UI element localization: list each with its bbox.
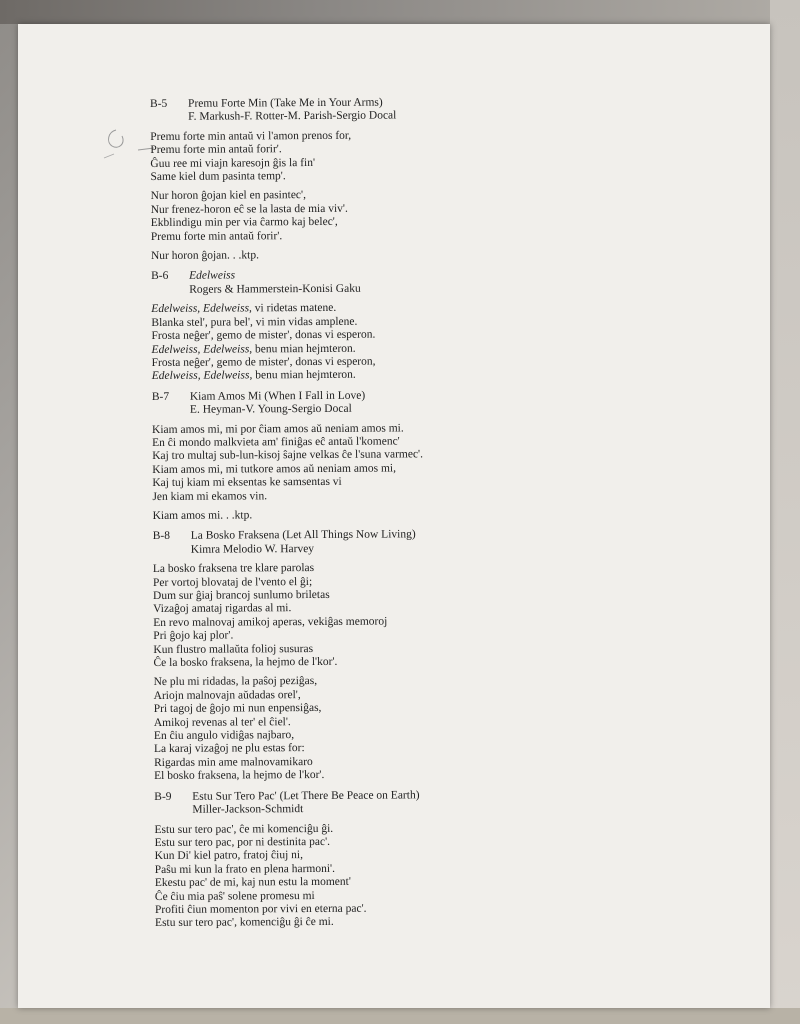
song-block [153,527,715,784]
lyric-line: Edelweiss, Edelweiss, benu mian hejmteron. [151,342,356,356]
song-number: B-5 [150,97,168,110]
lyric-line: Kiam amos mi. . .ktp. [152,509,253,522]
lyric-line: Edelweiss, Edelweiss, vi ridetas matene. [151,302,337,316]
stanza [151,247,711,264]
background-top [0,0,800,24]
lyric-line: Premu forte min antaŭ forir'. [150,229,283,243]
lyric-line: En revo malnovaj amikoj aperas, vekiĝas memoroj [153,615,388,629]
song-credit: Rogers & Hammerstein-Konisi Gaku [189,282,361,296]
lyric-line: Paŝu mi kun la frato en plena harmoni'. [154,862,336,876]
song-number: B-7 [151,390,170,403]
lyric-line: Edelweiss, Edelweiss, benu mian hejmteron. [151,369,356,383]
lyric-line: Kun Di' kiel patro, fratoj ĉiuj ni, [154,849,304,863]
stanza [152,420,712,504]
lyric-line: En ĉi mondo malkvieta am' finiĝas eĉ antaŭ l'komenc' [152,435,400,449]
lyric-line: Estu sur tero pac', ĉe mi komenciĝu ĝi. [154,822,334,836]
lyric-line: Jen kiam mi ekamos vin. [152,489,268,503]
song-block [151,267,712,384]
lyric-line: Nur horon ĝojan kiel en pasintec', [150,189,307,203]
stanza [153,560,714,671]
lyric-line: Profiti ĉiun momenton por vivi en eterna pac'. [154,902,367,916]
lyric-line: Kaj tro multaj sub-lun-kisoj ŝajne velkas ĉe l'suna varmec'. [152,448,424,463]
song-title: Estu Sur Tero Pac' (Let There Be Peace on Earth) [192,789,420,803]
song-title: La Bosko Fraksena (Let All Things Now Living) [190,528,416,543]
lyric-line: Rigardas min ame malnovamikaro [154,755,313,769]
song-credit: F. Markush-F. Rotter-M. Parish-Sergio Docal [188,109,397,124]
lyric-line: Blanka stel', pura bel', vi min vidas amplene. [151,315,358,329]
song-block [154,787,715,930]
stanza [154,820,715,931]
song-block [150,95,711,264]
song-number: B-8 [152,530,170,543]
stanza [154,673,715,784]
lyric-line: Pri tagoj de ĝojo mi nun enpensiĝas, [153,702,322,716]
lyric-line: Frosta neĝer', gemo de mister', donas vi esperon. [151,328,376,343]
lyric-line: Pri ĝojo kaj plor'. [153,629,234,643]
song-credit: Kimra Melodio W. Harvey [190,542,315,556]
lyric-line: Ĉe la bosko fraksena, la hejmo de l'kor'. [153,655,338,670]
lyric-line: El bosko fraksena, la hejmo de l'kor'. [154,769,325,783]
lyric-line: Vizaĝoj amataj rigardas al mi. [153,602,292,616]
stanza [150,127,710,184]
lyric-line: Estu sur tero pac', komenciĝu ĝi ĉe mi. [155,916,334,930]
song-title: Premu Forte Min (Take Me in Your Arms) [187,96,383,110]
lyric-line: Dum sur ĝiaj brancoj sunlumo briletas [153,588,330,602]
lyric-line: Premu forte min antaŭ vi l'amon prenos for, [150,129,352,143]
song-title: Edelweiss [189,269,236,283]
lyric-line: Kiam amos mi, mi por ĉiam amos aŭ neniam amos mi. [151,421,404,436]
lyric-line: Estu sur tero pac, por ni destinita pac'. [154,835,331,849]
lyric-line: Nur horon ĝojan. . .ktp. [150,249,259,263]
lyric-line: La karaj vizaĝoj ne plu estas for: [153,742,305,756]
lyric-line: Ne plu mi ridadas, la paŝoj peziĝas, [153,675,318,689]
lyric-line: Amikoj revenas al ter' el ĉiel'. [153,715,291,729]
lyric-line: Kiam amos mi, mi tutkore amos aŭ neniam amos mi, [152,462,397,476]
lyric-line: Frosta neĝer', gemo de mister', donas vi esperon, [151,355,376,369]
lyric-line: Ekblindigu min per via ĉarmo kaj belec', [150,216,338,230]
song-credit: E. Heyman-V. Young-Sergio Docal [189,402,352,416]
stanza [153,507,713,524]
song-title: Kiam Amos Mi (When I Fall in Love) [189,389,366,403]
lyric-line: Ariojn malnovajn aŭdadas orel', [153,688,301,702]
lyric-line: Per vortoj blovataj de l'vento el ĝi; [152,575,313,589]
song-number: B-6 [151,270,169,283]
lyric-line: Premu forte min antaŭ forir'. [150,143,282,157]
lyric-line: Ĉe ĉiu mia paŝ' solene promesu mi [154,889,315,903]
background-right [770,0,800,1024]
song-list [150,95,715,938]
lyric-line: Same kiel dum pasinta temp'. [150,170,286,184]
song-credit: Miller-Jackson-Schmidt [192,803,304,816]
lyric-line: Nur frenez-horon eĉ se la lasta de mia viv'. [150,202,348,216]
stanza [151,187,711,244]
lyric-line: La bosko fraksena tre klare parolas [152,562,315,576]
song-block [152,387,713,523]
lyric-line: Ĝuu ree mi viajn karesojn ĝis la fin' [150,156,316,170]
lyric-line: En ĉiu angulo vidiĝas najbaro, [153,729,295,743]
lyric-line: Kun flustro mallaŭta folioj susuras [153,642,314,656]
lyric-line: Kaj tuj kiam mi eksentas ke samsentas vi [152,475,342,490]
background-bottom [0,1008,800,1024]
song-number: B-9 [154,790,172,803]
lyric-line: Ekestu pac' de mi, kaj nun estu la moment' [154,875,351,890]
stanza [151,300,711,384]
